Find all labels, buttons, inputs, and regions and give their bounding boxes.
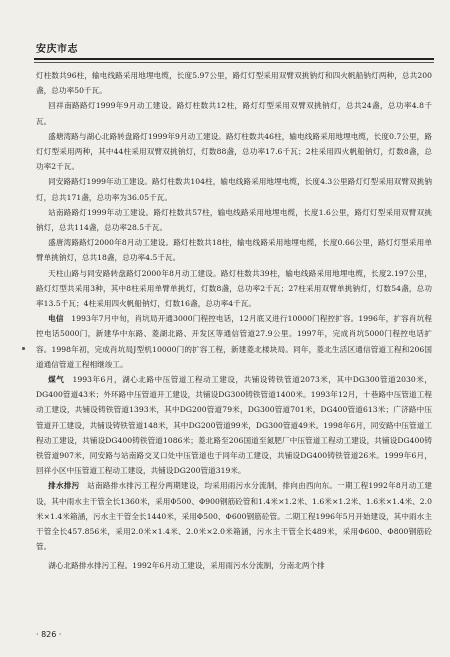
paragraph-text: 盛唐湾路路灯2000年8月动工建设。路灯柱数共18柱，输电线路采用地埋电缆，长度0.66公里，路灯灯型采用单臂单挑钠灯，总共18盏，总功率4.5千瓦。 <box>36 238 432 263</box>
section-term: 排水排污 <box>48 481 80 491</box>
paragraph-text: 同安路路灯1999年动工建设。路灯柱数共104柱，输电线路采用地埋电缆，长度4.3公里路灯灯型采用双臂双挑钠灯，总共171盏，总功率为36.05千瓦。 <box>36 177 432 202</box>
section-term: 电信 <box>48 314 64 324</box>
paragraph <box>36 205 432 235</box>
header-rule <box>34 58 434 60</box>
paragraph <box>36 311 432 372</box>
paragraph <box>36 235 432 265</box>
paragraph <box>36 129 432 175</box>
paragraph <box>36 478 432 554</box>
paragraph <box>36 372 432 478</box>
paragraph <box>36 98 432 128</box>
body-text <box>36 68 432 573</box>
running-header: 安庆市志 <box>36 44 78 55</box>
paragraph-text: 回祥南路路灯1999年9月动工建设。路灯柱数共12柱，路灯灯型采用双臂双挑钠灯，总共24盏，总功率4.8千瓦。 <box>36 101 432 126</box>
section-term: 煤气 <box>48 375 65 385</box>
paragraph <box>36 558 432 573</box>
header-rule-thin <box>34 62 434 63</box>
paragraph-text: 盛塘湾路与湖心北路转盘路灯1999年9月动工建设。路灯柱数共46柱，输电线路采用地埋电缆，长度0.7公里，路灯灯型采用两种，其中44柱采用双臂双挑钠灯，灯数88盏，总功率17.6千瓦；2柱采用四火帆船钠灯，灯数8盏，总功率2千瓦。 <box>36 131 432 172</box>
paragraph-text: 湖心北路排水排污工程。1992年6月动工建设，采用雨污水分流制，分南北两个排 <box>48 560 325 570</box>
paragraph-text: 灯柱数共96柱，输电线路采用地埋电缆，长度5.97公里，路灯灯型采用双臂双挑钠灯和四火帆船钠灯两种，总共200盏，总功率50千瓦。 <box>36 71 432 96</box>
paragraph-text: 站南路排水排污工程分两期建设，均采用雨污水分流制，排向由西向东。一期工程1992年8月动工建设，其中雨水主干管全长1360米，采用Φ500、Φ900钢筋砼管和1.4米×1.2米、1.6米×1.2米、1.6米×1.4米、2.0米×1.4米箱涵，污水主干管全长1440米，采用Φ500、Φ600钢筋砼管。二期工程1996年5月开始建设，其中雨水主干管全长457.856米，采用2.0米×1.4米、2.0米×2.0米箱涵，污水主干管全长489米，采用Φ600、Φ800钢筋砼管。 <box>36 481 432 552</box>
paragraph-text: 1993年6月，湖心北路中压管道工程动工建设，共铺设铸铁管道2073米，其中DG300管道2030米，DG400管道43米；外环路中压管道开工建设，共铺设DG300铸铁管道1400米。1993年12月，十巷路中压管道工程动工建设，共铺设铸铁管道1393米，其中DG200管道79米，DG300管道701米，DG400管道613米；广济路中压管道开工建设，共铺设铸铁管道148米，其中DG200管道99米，DG300管道49米。1998年6月，同安路中压管道工程动工建设，共铺设DG400铸铁管道1086米；菱北路至206国道至氮肥厂中压管道工程动工建设，共铺设DG400铸铁管道907米，同安路与站南路交叉口处中压管道也于同年动工建设，共铺设DG400铸铁管道26米。1999年6月，回祥小区中压管道工程动工建设，共铺设DG200管道319米。 <box>36 375 432 476</box>
paragraph <box>36 266 432 312</box>
margin-dot <box>22 347 25 350</box>
paragraph-text: 1993年7月中旬，肖坑局开通3000门程控电话，12月底又进行10000门程控扩容。1996年，扩容肖坑程控电话5000门，新建华中东路、菱湖北路、开发区等通信管道27.9公里。1997年，完成肖坑5000门程控电话扩容。1998年初，完成肖坑局J型机10000门的扩容工程，新建菱北楼块局。同年，菱北生活区通信管道工程和206国道通信管道工程相继竣工。 <box>36 314 432 369</box>
paragraph-text: 天柱山路与同安路转盘路灯2000年8月动工建设。路灯柱数共39柱，输电线路采用地埋电缆，长度2.197公里，路灯灯型共采用3种，其中8柱采用单臂单挑灯，灯数8盏，总功率2千瓦；27柱采用双臂单挑钠灯，灯数54盏，总功率13.5千瓦；4柱采用四火帆船钠灯，灯数16盏，总功率4千瓦。 <box>36 268 432 309</box>
page-number: · 826 · <box>36 630 62 639</box>
paragraph <box>36 174 432 204</box>
paragraph-text: 站南路路灯1999年动工建设。路灯柱数共57柱，输电线路采用地埋电缆，长度1.6公里，路灯灯型采用双臂双挑钠灯，总共114盏，总功率28.5千瓦。 <box>36 207 432 233</box>
paragraph <box>36 68 432 98</box>
